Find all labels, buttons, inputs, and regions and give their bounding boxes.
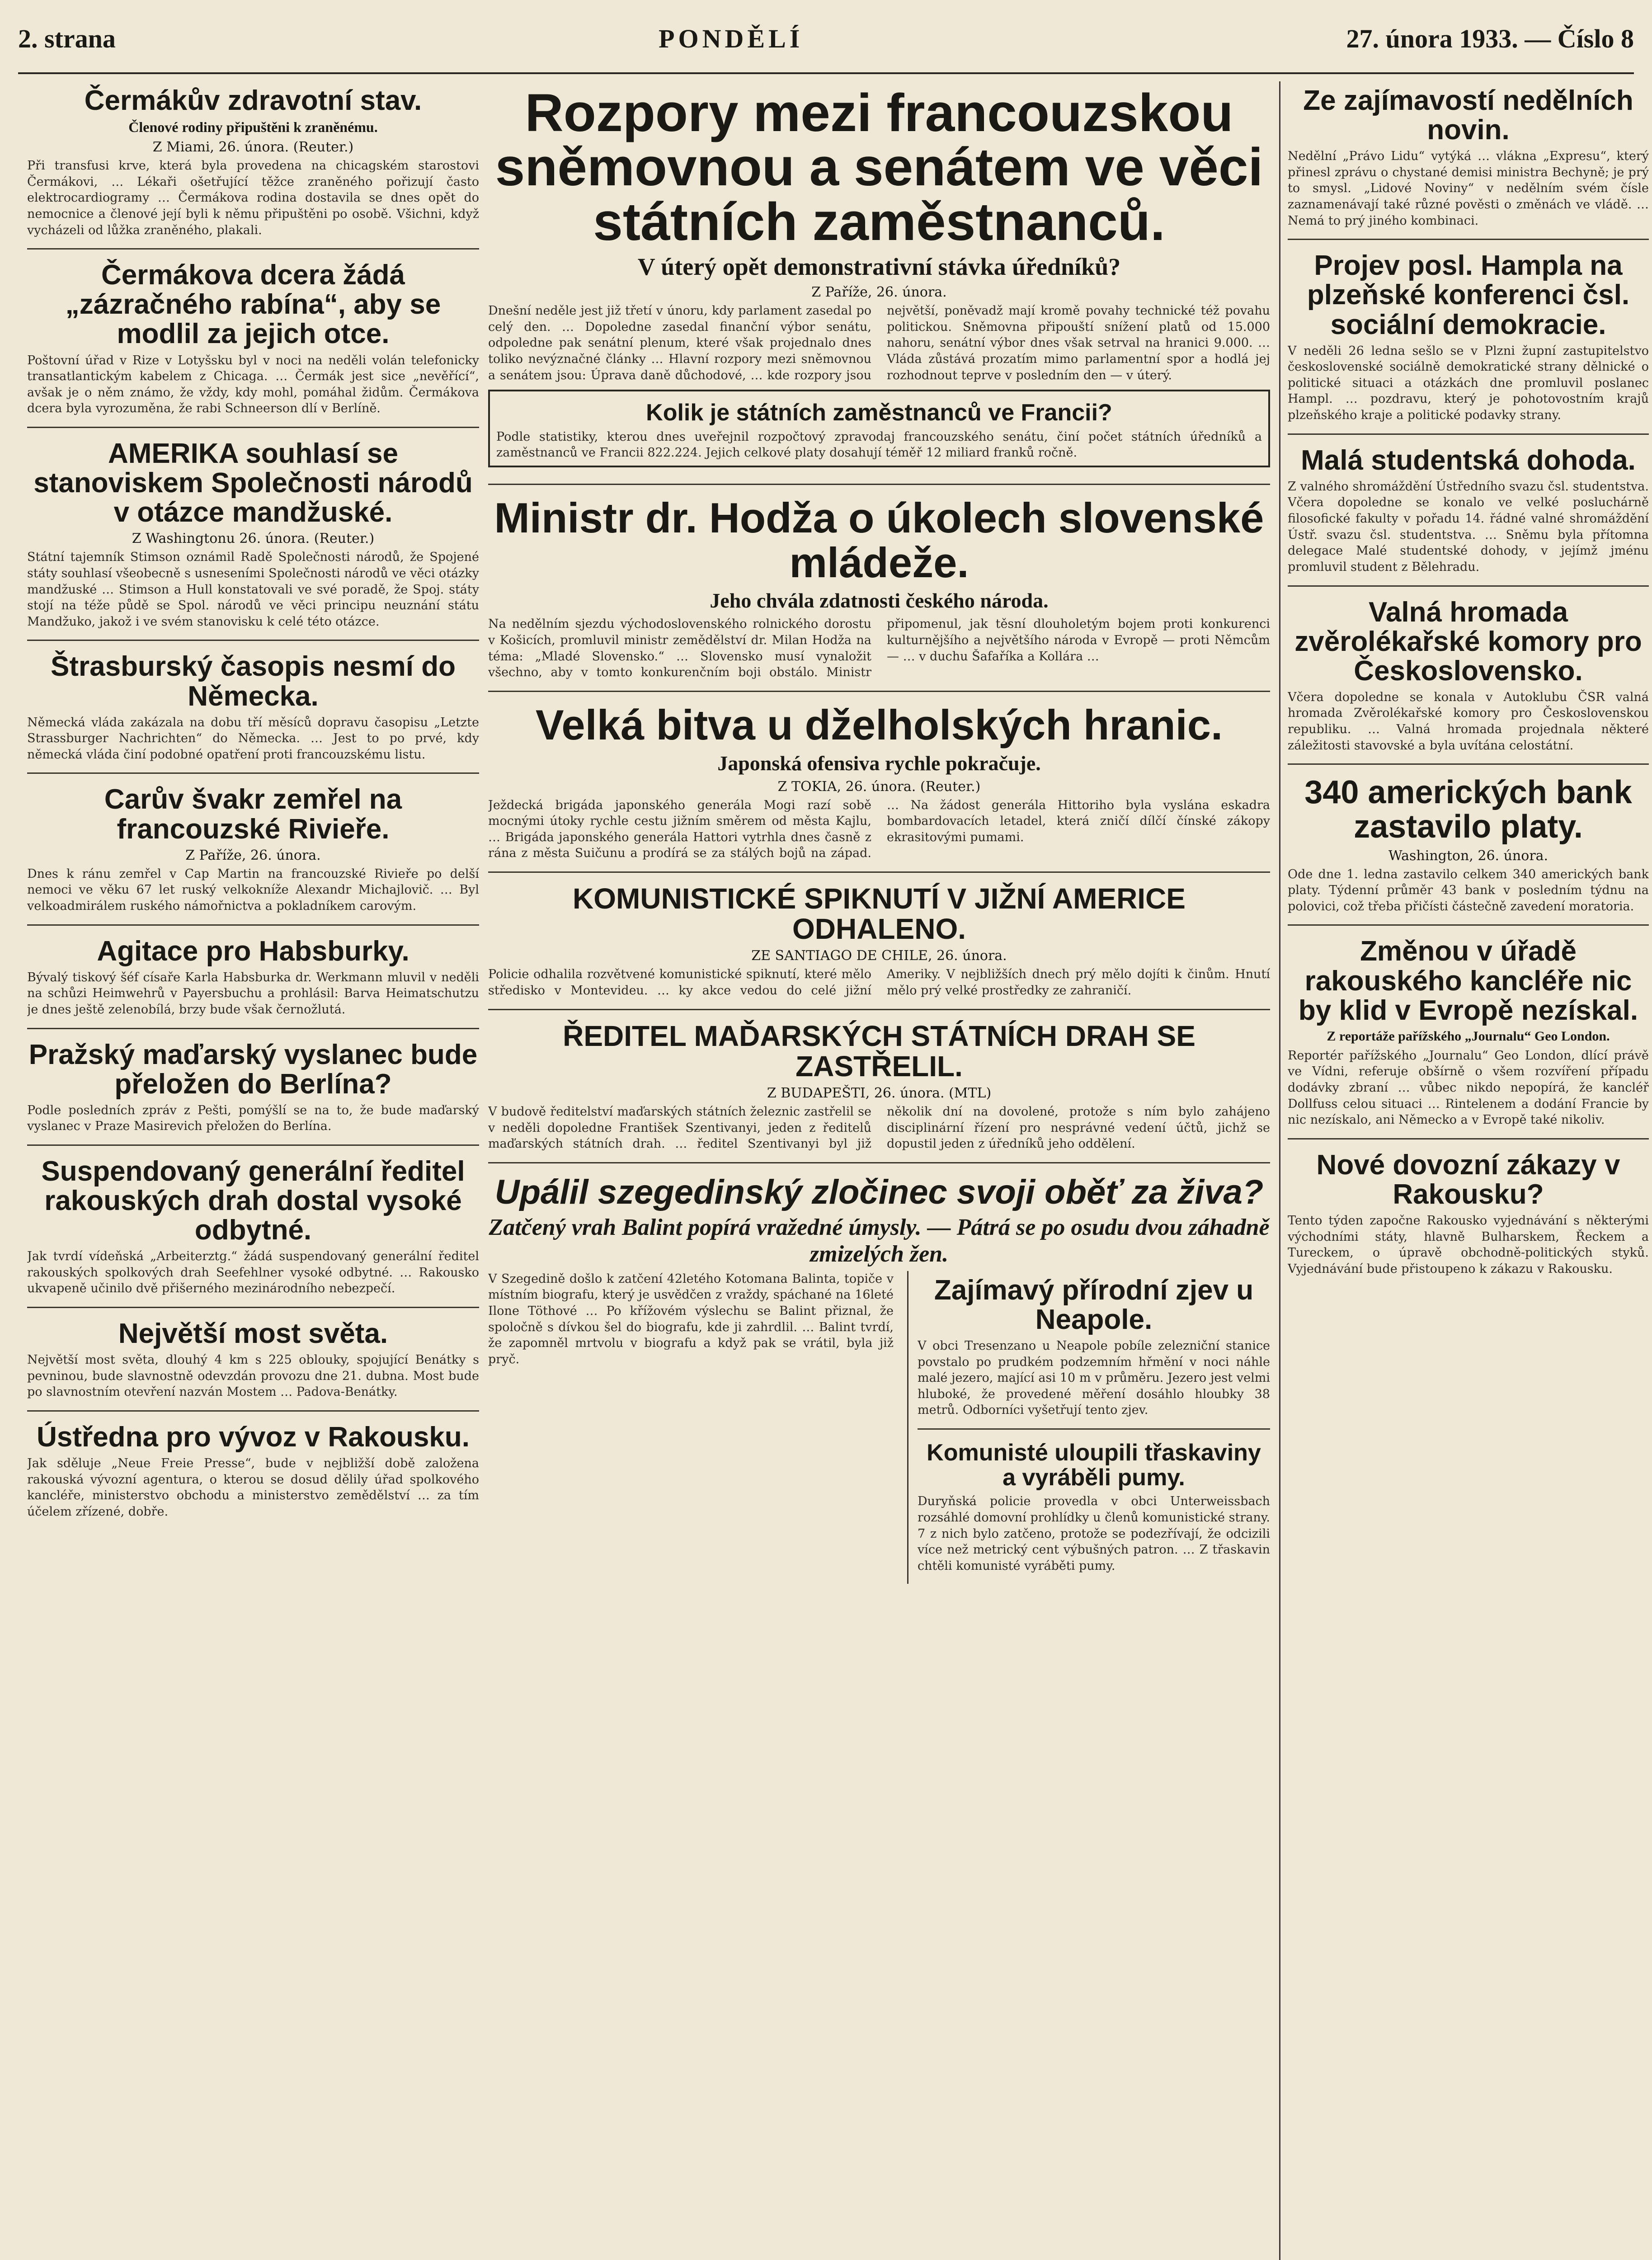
article-tsar-brother-in-law [27, 780, 479, 914]
headline: Čermákova dcera žádá „zázračného rabína“, aby se modlil za jejich otce. [65, 259, 441, 350]
article-body: Při transfusi krve, která byla provedena na chicagském starostovi Čermákovi, … Lékaři ošetřující těžce zraněného pořizují často elektrocardiogramy … Čermákova rodina dostavila se dnes opět do nemocnice a členové její byli k němu připuštěni po osobě. Všichni, když vycházeli od lůžka zraněného, plakali. [27, 159, 479, 237]
headline: Rozpory mezi francouzskou sněmovnou a senátem ve věci státních zaměstnanců. [495, 83, 1263, 252]
article-strasbourg [27, 647, 479, 763]
article-body: V budově ředitelství maďarských státních železnic zastřelil se v neděli dopoledne František Szentivanyi, jeden z ředitelů maďarských státních drah. … ředitel Szentivanyi byl již několik dní na dovolené, protože s ním bylo zahájeno disciplinární řízení pro nesprávné vedení účtů, jichž se dopustil jeden z úředníků jeho oddělení. [488, 1105, 1270, 1151]
headline: Zajímavý přírodní zjev u Neapole. [934, 1274, 1254, 1335]
article-body: Z valného shromáždění Ústředního svazu čsl. studentstva. Včera dopoledne se konalo ve velké posluchárně filosofické fakulty v pořadu 14. řádné valné shromáždění Ústř. svazu čsl. studentstva. … Sněmu byla přítomna delegace Malé studentské dohody, v jejímž jménu promluvil student z Bělehradu. [1288, 479, 1649, 574]
subheadline: Členové rodiny připuštěni k zraněnému. [128, 119, 378, 136]
article-hungarian-envoy [27, 1036, 479, 1135]
headline: Změnou v úřadě rakouského kancléře nic by klid v Evropě nezískal. [1298, 936, 1638, 1026]
article-hampl [1288, 246, 1649, 423]
subheadline: Z reportáže pařížského „Journalu“ Geo London. [1327, 1028, 1610, 1044]
headline: Valná hromada zvěrolékařské komory pro Československo. [1294, 596, 1642, 687]
left-column [27, 81, 479, 2260]
article-body: Policie odhalila rozvětvené komunistické spiknutí, které mělo středisko v Montevideu. … ky akce vedou do celé jižní Ameriky. V nejbližších dnech prý mělo dojíti k činům. Hnutí mělo prý velké prostředky ze zahraničí. [488, 967, 1270, 998]
headline: Ministr dr. Hodža o úkolech slovenské mládeže. [494, 494, 1264, 586]
article-body: Ode dne 1. ledna zastavilo celkem 340 amerických bank platy. Týdenní průměr 43 bank v posledním týdnu na polovici, což třeba přičísti částečně zavedení moratoria. [1288, 867, 1649, 913]
article-body: Poštovní úřad v Rize v Lotyšsku byl v noci na neděli volán telefonicky transatlantickým kabelem z Chicaga. … Čermák jest sice „nevěřící“, avšak je o něm známo, že vždy, kdy mohl, pomáhal židům. Čermákova dcera byla vyrozuměna, že rabi Schneerson dlí v Berlíně. [27, 353, 479, 416]
article-explosives [918, 1436, 1270, 1574]
article-amerika [27, 434, 479, 630]
article-body: Státní tajemník Stimson oznámil Radě Společnosti národů, že Spojené státy souhlasí všeobecně s usneseními Společnosti národů ve věci otázky mandžuské … Stimson a Hull konstatovali ve své poradě, že Spoj. státy stojí na téže půdě se Spol. národů ve věci principu neuznání státu Mandžuko, jakož i ve svém stanovisku k celé této otázce. [27, 550, 479, 629]
headline: Malá studentská dohoda. [1301, 444, 1636, 476]
headline: Velká bitva u dželholských hranic. [535, 701, 1223, 749]
article-cermak-health [27, 81, 479, 238]
issue-date: 27. února 1933. — Číslo 8 [1346, 24, 1634, 53]
article-suspended-director [27, 1152, 479, 1297]
headline: Agitace pro Habsburky. [97, 935, 409, 967]
article-sunday-papers [1288, 81, 1649, 229]
headline: Ze zajímavostí nedělních novin. [1303, 85, 1633, 146]
article-body: Tento týden započne Rakousko vyjednávání s některými východními státy, hlavně Bulharskem, Řeckem a Tureckem, o úpravě obchodně-politických styků. Vyjednávání bude přistoupeno k zákazu v Rakousku. [1288, 1214, 1649, 1276]
headline: Pražský maďarský vyslanec bude přeložen do Berlína? [28, 1039, 478, 1100]
article-body: Nedělní „Právo Lidu“ vytýká … vlákna „Expresu“, který přinesl zprávu o chystané demisi ministra Bechyně; je prý to smysl. „Lidové Noviny“ v nedělním svém čísle zaznamenávají také různé pověsti o změnách ve vládě. … Nemá to prý jiného kombinaci. [1288, 149, 1649, 228]
paper-title: PONDĚLÍ [659, 24, 804, 53]
dateline: ZE SANTIAGO DE CHILE, 26. února. [751, 948, 1007, 964]
dateline: Z Paříže, 26. února. [811, 284, 947, 301]
article-body: V obci Tresenzano u Neapole pobíle zelezniční stanice povstalo po prudkém podzemním hřmění v noci náhle malé jezero, mající asi 10 m v průměru. Jezero jest velmi hluboké, že provedené měření dosáhlo hloubky 38 metrů. Odborníci vyšetřují tento zjev. [918, 1338, 1270, 1417]
article-habsburg [27, 932, 479, 1018]
headline: Projev posl. Hampla na plzeňské konferenci čsl. sociální demokracie. [1307, 250, 1630, 340]
dateline: Z Paříže, 26. února. [185, 847, 321, 863]
article-french-lead [488, 81, 1270, 474]
article-body: Včera dopoledne se konala v Autoklubu ČSR valná hromada Zvěrolékařské komory pro Československou republiku. … Valná hromada projednala některé záležitosti stavovské a byla uvítána celostátní. [1288, 690, 1649, 753]
article-body: Ježdecká brigáda japonského generála Mogi razí sobě mocnými útoky rychle cestu jižním směrem od města Kajlu, … Brigáda japonského generála Hattori vytrhla dnes časně z rána z města Suičunu a prodírá se za stálých bojů na západ. … Na žádost generála Hittoriho byla vyslána eskadra bombardovacích letadel, která zničí dílčí čínské zákopy ekrasitovými pumami. [488, 798, 1270, 861]
box-body: Podle statistiky, kterou dnes uveřejnil rozpočtový zpravodaj francouzského senátu, činí počet státních úředníků a zaměstnanců ve Francii 822.224. Jejich celkové platy dosahují téměř 12 miliard franků ročně. [496, 429, 1262, 460]
headline: Suspendovaný generální ředitel rakouských drah dostal vysoké odbytné. [41, 1155, 465, 1246]
article-import-bans [1288, 1146, 1649, 1277]
article-american-banks [1288, 771, 1649, 914]
article-szeged-murder [488, 1170, 1270, 1584]
headline: Ústředna pro vývoz v Rakousku. [37, 1422, 470, 1453]
info-box [488, 390, 1270, 467]
center-column [488, 81, 1270, 2260]
dateline: Washington, 26. února. [1388, 848, 1548, 864]
article-body: Německá vláda zakázala na dobu tří měsíců dopravu časopisu „Letzte Strassburger Nachrichten“ do Německa. … Jest to po prvé, kdy německá vláda činí podobné opatření proti francouzskému listu. [27, 715, 479, 762]
article-veterinary-chamber [1288, 593, 1649, 754]
article-biggest-bridge [27, 1314, 479, 1400]
masthead [18, 5, 1634, 74]
article-body: V neděli 26 ledna sešlo se v Plzni župní zastupitelstvo československé sociálně demokratické strany dělnické o politické situaci a otázkách dne promluvil poslanec Hampl. … pozdravu, který je pohotovostním krajů plzeňského kraje a politické podavky strany. [1288, 344, 1649, 423]
box-headline: Kolik je státních zaměstnanců ve Francii? [646, 400, 1112, 426]
article-cermak-daughter [27, 256, 479, 417]
right-column [1279, 81, 1649, 2260]
dateline: Z Washingtonu 26. února. (Reuter.) [132, 531, 375, 547]
headline: Největší most světa. [118, 1318, 388, 1350]
subheadline: V úterý opět demonstrativní stávka úředníků? [637, 253, 1121, 281]
headline: 340 amerických bank zastavilo platy. [1304, 774, 1632, 845]
headline: KOMUNISTICKÉ SPIKNUTÍ V JIŽNÍ AMERICE ODHALENO. [573, 882, 1186, 946]
article-body: Reportér pařížského „Journalu“ Geo London, dlící právě ve Vídni, referuje obšírně o všem rozvíření případu dodávky zbraní … vůbec nikdo nepopírá, že kancléř Dollfuss celou situaci … Rintelenem a dodání Francie by nic nezískalo, ani Německo a v Evropě také nikoliv. [1288, 1048, 1649, 1127]
article-body: Na nedělním sjezdu východoslovenského rolnického dorostu v Košicích, promluvil ministr zemědělství dr. Milan Hodža na téma: „Mladé Slovensko.“ … Slovensko musí vynaložit všechno, aby v tomto konkurenčním boji obstálo. Ministr připomenul, jak těsní dlouholetým bojem proti konkurenci kulturnějšího a největšího národa v Evropě — proti Němcům — … v duchu Šafaříka a Kollára … [488, 617, 1270, 680]
article-battle [488, 698, 1270, 862]
article-nature-phenomenon [918, 1271, 1270, 1418]
article-communist-plot [488, 879, 1270, 999]
article-body: V Szegedině došlo k zatčení 42letého Kotomana Balinta, topiče v místním biografu, který je usvědčen z vraždy, spáchané na 16leté Ilone Töthové … Po křížovém výslechu se Balint přiznal, že spoločně s dívkou šel do biografu, kde ji zahrdlil. … Balint tvrdí, že zapomněl mrtvolu v biografu a když pak se vrátil, byla již pryč. [488, 1271, 894, 1366]
headline: Carův švakr zemřel na francouzské Rivieře. [104, 784, 402, 845]
headline: Štrasburský časopis nesmí do Německa. [51, 651, 456, 712]
subheadline: Jeho chvála zdatnosti českého národa. [710, 589, 1049, 612]
headline: Komunisté uloupili třaskaviny a vyráběli pumy. [927, 1440, 1261, 1491]
article-export-office [27, 1418, 479, 1520]
subheadline: Zatčený vrah Balint popírá vražedné úmysly. — Pátrá se po osudu dvou záhadně zmizelých žen. [489, 1214, 1270, 1267]
headline: AMERIKA souhlasí se stanoviskem Společnosti národů v otázce mandžuské. [33, 438, 473, 528]
article-student-entente [1288, 441, 1649, 575]
article-body: Jak sděluje „Neue Freie Presse“, bude v nejbližší době založena rakouská vývozní agentura, o kterou se dosud dělily úřad spolkového kancléře, ministerstvo obchodu a ministerstvo zemědělství … za tím účelem zřízené, dobře. [27, 1456, 479, 1519]
article-body: Duryňská policie provedla v obci Unterweissbach rozsáhlé domovní prohlídky u členů komunistické strany. 7 z nich bylo zatčeno, protože se podezřívají, že odcizili více než metrický cent výbušných patron. … Z třaskavin chtěli komunisté vyráběti pumy. [918, 1494, 1270, 1573]
article-austrian-chancellor [1288, 932, 1649, 1128]
article-body: Dnešní neděle jest již třetí v únoru, kdy parlament zasedal po celý den. … Dopoledne zasedal finanční výbor senátu, odpoledne pak senátní plenum, které však projednalo dnes toliko nevýznačné články … Hlavní rozpory mezi sněmovnou a senátem jsou: Úprava daně důchodové, … kde rozpory jsou největší, poněvadž mají kromě povahy technické též povahu politickou. Sněmovna připouští snížení platů od 15.000 nahoru, senátní výbor dnes však setrval na hranici 9.000. … Vláda zůstává prozatím mimo parlamentní spor a hodlá jej rozhodnout teprve v posledním den — v úterý. [488, 304, 1270, 382]
article-body: Největší most světa, dlouhý 4 km s 225 oblouky, spojující Benátky s pevninou, bude slavnostně odevzdán provozu dne 21. dubna. Most bude po slavnostním otevření nazván Mostem … Padova-Benátky. [27, 1353, 479, 1399]
headline: ŘEDITEL MAĎARSKÝCH STÁTNÍCH DRAH SE ZASTŘELIL. [563, 1019, 1195, 1083]
page-number: 2. strana [18, 24, 116, 53]
subheadline: Japonská ofensiva rychle pokračuje. [717, 751, 1041, 775]
article-body: Jak tvrdí vídeňská „Arbeiterztg.“ žádá suspendovaný generální ředitel rakouských spolkových drah Seefehlner vysoké odbytné. … Rakousko ukvapeně učinilo dvě přišerného mezinárodního nebezpečí. [27, 1249, 479, 1296]
article-railway-director [488, 1017, 1270, 1152]
article-body: Podle posledních zpráv z Pešti, pomýšlí se na to, že bude maďarský vyslanec v Praze Masirevich přeložen do Berlína. [27, 1103, 479, 1134]
article-body: Dnes k ránu zemřel v Cap Martin na francouzské Rivieře po delší nemoci ve věku 67 let ruský velkokníže Alexandr Michajlovič. … Byl velkoadmirálem ruského námořnictva a pokladníkem carovým. [27, 866, 479, 913]
dateline: Z BUDAPEŠTI, 26. února. (MTL) [767, 1085, 992, 1102]
article-hodza [488, 491, 1270, 681]
dateline: Z Miami, 26. února. (Reuter.) [152, 139, 354, 155]
headline: Nové dovozní zákazy v Rakousku? [1316, 1149, 1620, 1210]
headline: Čermákův zdravotní stav. [84, 85, 422, 116]
headline: Upálil szegedinský zločinec svoji oběť za živa? [494, 1172, 1264, 1211]
dateline: Z TOKIA, 26. února. (Reuter.) [777, 778, 981, 795]
article-body: Bývalý tiskový šéf císaře Karla Habsburka dr. Werkmann mluvil v neděli na schůzi Heimwehrů v Payersbuchu a prohlásil: Barva Heimatschutzu je dnes ještě zelenobílá, brzy bude však černožlutá. [27, 970, 479, 1017]
